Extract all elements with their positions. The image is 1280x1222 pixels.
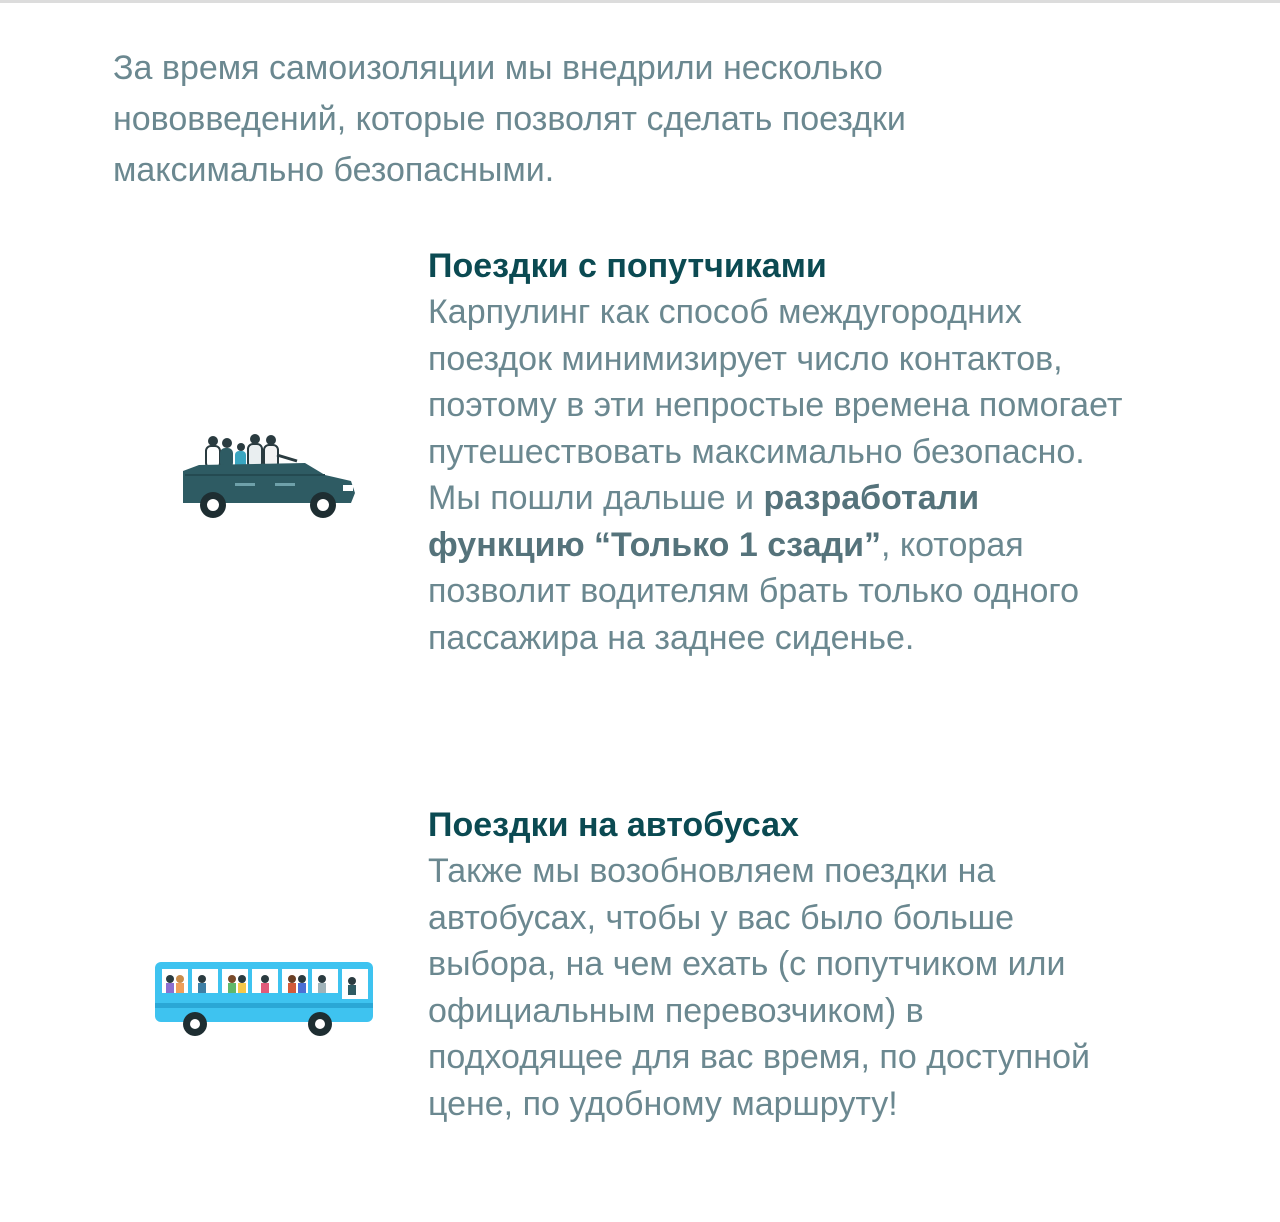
feature-bus	[0, 802, 1280, 1182]
passengers-group	[206, 434, 297, 468]
carpool-car-svg	[175, 433, 360, 528]
feature-carpool-text	[428, 243, 1128, 661]
bus-icon	[150, 957, 380, 1042]
carpool-car-icon	[175, 433, 360, 528]
top-divider	[0, 0, 1280, 3]
intro-text: За время самоизоляции мы внедрили несколько нововведений, которые позволят сделать поездки максимально безопасными.	[113, 49, 906, 189]
feature-carpool-title: Поездки с попутчиками	[428, 247, 827, 285]
feature-carpool-body	[428, 289, 1128, 661]
feature-bus-title: Поездки на автобусах	[428, 806, 799, 844]
feature-carpool-body-highlight: разработали функцию “Только 1 сзади”	[428, 479, 980, 564]
feature-bus-text	[428, 802, 1128, 1127]
feature-carpool-body-start: Карпулинг как способ междугородних поездок минимизирует число контактов, поэтому в эти непростые времена помогает путешествовать максимально безопасно. Мы пошли дальше и	[428, 293, 1123, 517]
feature-carpool-body-end: , которая позволит водителям брать только одного пассажира на заднее сиденье.	[428, 525, 1079, 657]
bus-svg	[150, 957, 380, 1042]
feature-carpool	[0, 243, 1280, 713]
feature-bus-body: Также мы возобновляем поездки на автобусах, чтобы у вас было больше выбора, на чем ехать (с попутчиком или официальным перевозчиком) в подходящее для вас время, по доступной цене, по удобному маршруту!	[428, 852, 1090, 1123]
